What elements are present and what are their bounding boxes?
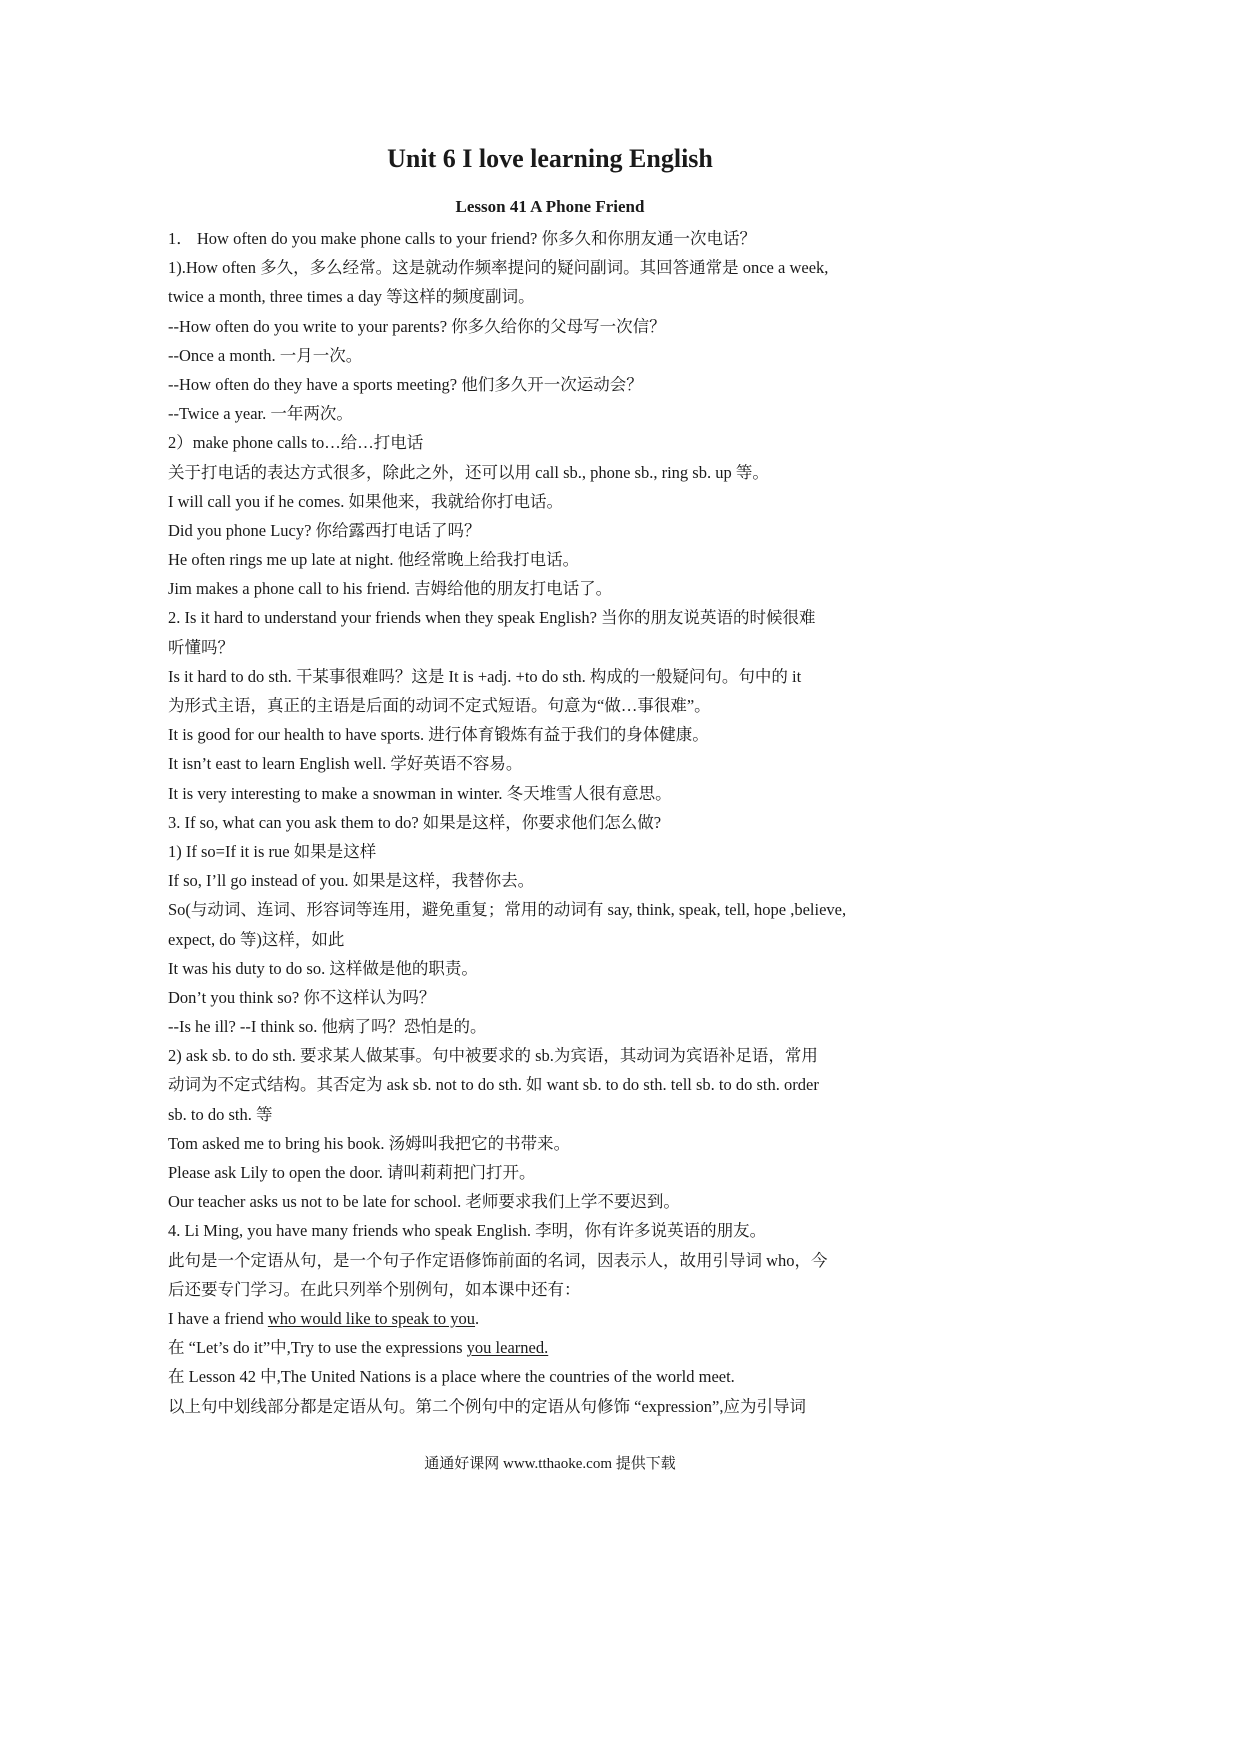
text-segment: Don’t you think so? 你不这样认为吗？	[168, 987, 436, 1007]
text-segment: It is very interesting to make a snowman in winter. 冬天堆雪人很有意思。	[168, 783, 672, 803]
text-segment: 动词为不定式结构。其否定为 ask sb. not to do sth. 如 want sb. to do sth. tell sb. to do sth. order	[168, 1075, 819, 1095]
text-line	[168, 749, 944, 778]
text-line	[168, 691, 944, 720]
underlined-clause: who would like to speak to you	[267, 1308, 476, 1328]
text-line	[168, 1216, 944, 1245]
text-line	[168, 545, 944, 574]
text-line	[168, 925, 944, 954]
text-segment: 后还要专门学习。在此只列举个别例句，如本课中还有：	[168, 1279, 581, 1299]
text-line	[168, 808, 944, 837]
text-line	[168, 954, 944, 983]
text-line	[168, 1187, 944, 1216]
text-segment: It isn’t east to learn English well. 学好英语不容易。	[168, 754, 523, 774]
text-line	[168, 458, 944, 487]
text-segment: --Twice a year. 一年两次。	[168, 404, 353, 424]
text-segment: 1).How often 多久，多么经常。这是就动作频率提问的疑问副词。其回答通常是 once a week,	[168, 258, 829, 278]
text-line	[168, 779, 944, 808]
text-line	[168, 487, 944, 516]
text-segment: So(与动词、连词、形容词等连用，避免重复；常用的动词有 say, think, speak, tell, hope ,believe,	[168, 900, 847, 920]
text-segment: It is good for our health to have sports. 进行体育锻炼有益于我们的身体健康。	[168, 725, 709, 745]
text-segment: 此句是一个定语从句，是一个句子作定语修饰前面的名词，因表示人，故用引导词 who，今	[168, 1250, 828, 1270]
text-segment: I will call you if he comes. 如果他来，我就给你打电话。	[168, 491, 564, 511]
text-line	[168, 253, 944, 282]
text-segment: If so, I’ll go instead of you. 如果是这样，我替你去。	[168, 871, 535, 891]
body-text	[168, 224, 944, 1421]
text-segment: 以上句中划线部分都是定语从句。第二个例句中的定语从句修饰 “expression”,应为引导词	[168, 1396, 806, 1416]
text-line	[168, 1362, 944, 1391]
underlined-clause: you learned.	[466, 1338, 549, 1358]
text-line	[168, 837, 944, 866]
text-segment: twice a month, three times a day 等这样的频度副词。	[168, 287, 535, 307]
text-line	[168, 1041, 944, 1070]
text-line	[168, 720, 944, 749]
text-line	[168, 662, 944, 691]
text-segment: Tom asked me to bring his book. 汤姆叫我把它的书带来。	[168, 1133, 571, 1153]
text-line	[168, 282, 944, 311]
text-line	[168, 633, 944, 662]
footer-text: 通通好课网 www.tthaoke.com 提供下载	[424, 1456, 676, 1472]
text-segment: sb. to do sth. 等	[168, 1104, 273, 1124]
text-line	[168, 603, 944, 632]
text-segment: .	[475, 1308, 480, 1328]
text-segment: He often rings me up late at night. 他经常晚上给我打电话。	[168, 550, 580, 570]
text-line	[168, 370, 944, 399]
text-line	[168, 1100, 944, 1129]
text-line	[168, 1246, 944, 1275]
text-line	[168, 428, 944, 457]
text-segment: 1． How often do you make phone calls to your friend? 你多久和你朋友通一次电话？	[168, 229, 756, 248]
text-segment: Is it hard to do sth. 干某事很难吗？这是 It is +adj. +to do sth. 构成的一般疑问句。句中的 it	[168, 666, 802, 686]
text-segment: Please ask Lily to open the door. 请叫莉莉把门打开。	[168, 1163, 536, 1182]
text-line	[168, 1012, 944, 1041]
text-line	[168, 1333, 944, 1362]
text-segment: 听懂吗？	[168, 637, 234, 657]
text-line	[168, 983, 944, 1012]
text-line	[168, 574, 944, 603]
text-segment: --Once a month. 一月一次。	[168, 345, 363, 365]
text-segment: 3. If so, what can you ask them to do? 如果是这样，你要求他们怎么做?	[168, 812, 662, 832]
text-segment: Did you phone Lucy? 你给露西打电话了吗？	[168, 520, 481, 540]
text-line	[168, 516, 944, 545]
text-line	[168, 1129, 944, 1158]
lesson-subtitle: Lesson 41 A Phone Friend	[455, 197, 645, 216]
text-line	[168, 1392, 944, 1421]
text-line	[168, 866, 944, 895]
text-line	[168, 312, 944, 341]
text-segment: 4. Li Ming, you have many friends who speak English. 李明，你有许多说英语的朋友。	[168, 1221, 767, 1241]
text-segment: 2）make phone calls to…给…打电话	[168, 433, 424, 453]
text-line	[168, 1070, 944, 1099]
text-segment: 关于打电话的表达方式很多，除此之外，还可以用 call sb., phone sb., ring sb. up 等。	[168, 462, 769, 482]
text-segment: 在 “Let’s do it”中,Try to use the expressions	[168, 1338, 467, 1358]
text-line	[168, 895, 944, 924]
text-segment: 1) If so=If it is rue 如果是这样	[168, 841, 377, 861]
text-segment: Jim makes a phone call to his friend. 吉姆给他的朋友打电话了。	[168, 579, 613, 599]
text-segment: 为形式主语，真正的主语是后面的动词不定式短语。句意为“做…事很难”。	[168, 696, 711, 715]
page-title: Unit 6 I love learning English	[387, 144, 713, 173]
text-segment: expect, do 等)这样，如此	[168, 929, 345, 949]
text-segment: 2. Is it hard to understand your friends when they speak English? 当你的朋友说英语的时候很难	[168, 608, 816, 628]
text-segment: I have a friend	[168, 1308, 268, 1328]
text-segment: --Is he ill? --I think so. 他病了吗？恐怕是的。	[168, 1017, 487, 1037]
text-line	[168, 399, 944, 428]
text-segment: Our teacher asks us not to be late for school. 老师要求我们上学不要迟到。	[168, 1192, 680, 1212]
text-segment: 2) ask sb. to do sth. 要求某人做某事。句中被要求的 sb.为宾语，其动词为宾语补足语，常用	[168, 1046, 818, 1066]
text-segment: --How often do you write to your parents? 你多久给你的父母写一次信？	[168, 316, 666, 336]
text-line	[168, 1304, 944, 1333]
text-segment: 在 Lesson 42 中,The United Nations is a place where the countries of the world meet.	[168, 1367, 735, 1387]
text-segment: It was his duty to do so. 这样做是他的职责。	[168, 958, 478, 978]
text-line	[168, 1275, 944, 1304]
text-line	[168, 224, 944, 253]
text-line	[168, 1158, 944, 1187]
text-segment: --How often do they have a sports meeting? 他们多久开一次运动会？	[168, 374, 643, 394]
text-line	[168, 341, 944, 370]
